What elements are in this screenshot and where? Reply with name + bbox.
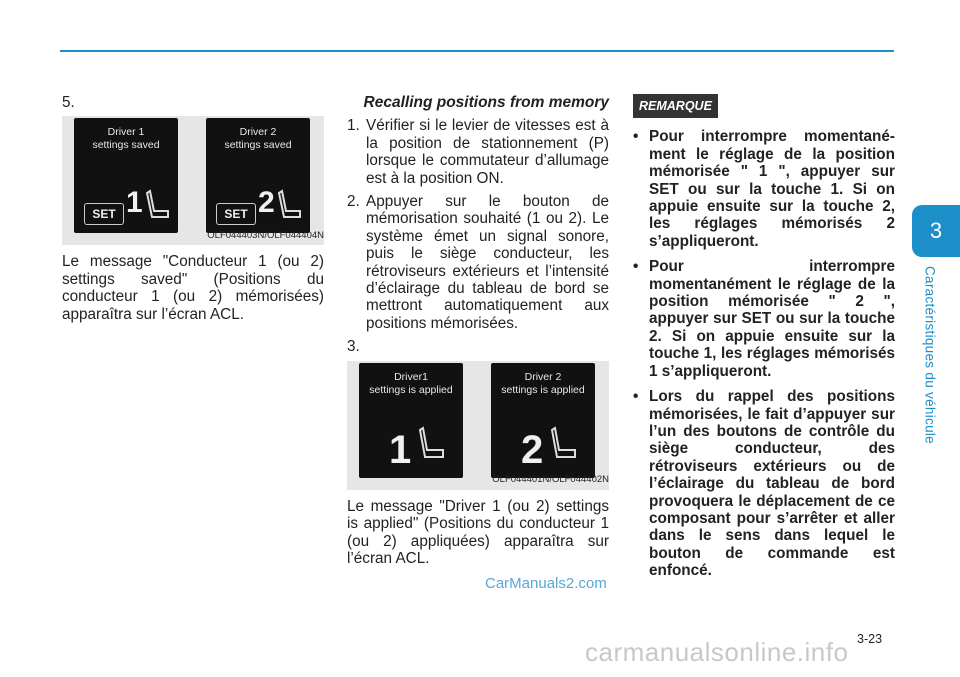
column-right [633,94,895,588]
paragraph-settings-applied: Le message "Driver 1 (ou 2) settings is applied" (Positions du conducteur 1 (ou 2) appliquées) apparaîtra sur l’écran ACL. [347,497,609,567]
step-number: 2. [347,193,360,211]
seat-icon [144,189,172,223]
screen-line1: Driver1 [394,370,428,383]
notes-list [633,128,895,579]
display-screen-driver1 [74,118,178,233]
figure-settings-applied [347,361,609,490]
column-left [62,94,324,323]
list-item: • Pour interrompre momentané-ment le réglage de la position mémorisée " 1 ", appuyer sur SET ou sur la touche 1. Si on appuie ensuite sur la touche 2, les réglages mémorisés 2 s’appliqueront. [633,128,895,250]
display-screen-driver2 [206,118,310,233]
figure-caption: OLF044401N/OLF044402N [492,474,609,486]
steps-list [347,117,609,332]
step-number: 1. [347,117,360,135]
memory-digit: 2 [258,186,275,219]
list-item: • Lors du rappel des positions mémorisées, le fait d’appuyer sur l’un des boutons de contrôle du siège conducteur, des rétroviseurs extérieurs ou de l’éclairage du tableau de bord provoquera le déplacement de ce composant pour s’arrêter et aller dans le sens dans lequel le bouton de commande est enfoncé. [633,388,895,579]
screen-line2: settings saved [224,139,292,152]
watermark-link[interactable]: CarManuals2.com [485,575,607,592]
memory-digit: 2 [521,428,544,473]
screen-line1: Driver 2 [239,126,277,139]
seat-icon [549,426,579,464]
chapter-title: Caractéristiques du véhicule [922,266,938,444]
page-number: 3-23 [857,632,883,646]
seat-icon [417,426,447,464]
seat-icon [276,189,304,223]
remark-label: REMARQUE [633,94,718,118]
chapter-number: 3 [929,218,943,243]
memory-digit: 1 [126,186,143,219]
chapter-title-container [900,260,960,450]
footer-watermark: carmanualsonline.info [585,637,849,667]
step-number: 3. [347,338,360,356]
column-middle [347,94,609,567]
display-screen-driver1 [359,363,463,478]
list-item [347,193,609,332]
figure-caption: OLF044403N/OLF044404N [207,230,324,241]
list-item: • Pour interrompre momentanément le réglage de la position mémorisée " 2 ", appuyer sur SET ou sur la touche 2. Si on appuie ensuite sur la touche 1, les réglages mémorisés 1 s’appliqueront. [633,258,895,380]
memory-digit: 1 [389,428,412,473]
section-heading: Recalling positions from memory [363,94,609,111]
screen-line1: Driver 2 [524,370,562,383]
screen-line2: settings is applied [501,383,585,396]
display-screen-driver2 [491,363,595,478]
screen-line2: settings is applied [369,383,453,396]
step-text: Appuyer sur le bouton de mémorisation souhaité (1 ou 2). Le système émet un signal sonore, puis le siège conducteur, les rétroviseurs extérieurs et l’intensité d’éclairage du tableau de bord se mettront automatiquement aux positions mémorisées. [366,193,609,332]
paragraph-settings-saved: Le message "Conducteur 1 (ou 2) settings saved" (Positions du conducteur 1 (ou 2) mémorisées) apparaîtra sur l’écran ACL. [62,253,324,323]
screen-line1: Driver 1 [107,126,145,139]
list-item [347,117,609,187]
step-number: 5. [62,94,75,111]
step-text: Vérifier si le levier de vitesses est à la position de stationnement (P) lorsque le commutateur d’allumage est à la position ON. [366,117,609,187]
set-button-icon: SET [84,203,124,225]
set-button-icon: SET [216,203,256,225]
chapter-tab [912,205,960,257]
header-rule [60,50,894,52]
screen-line2: settings saved [92,139,160,152]
figure-settings-saved [62,116,324,245]
